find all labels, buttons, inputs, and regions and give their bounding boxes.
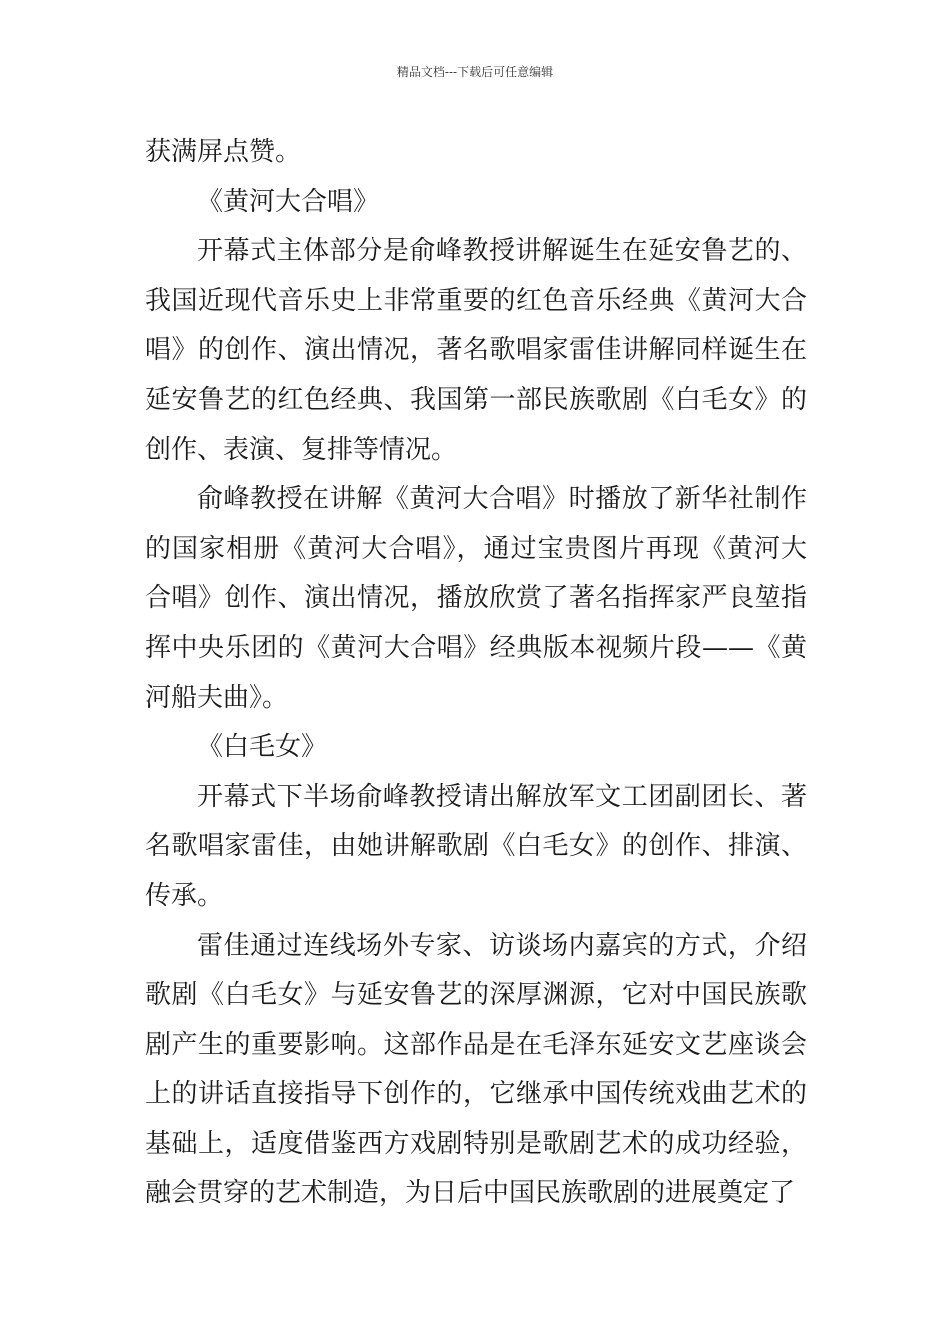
body-text [145, 128, 807, 1219]
paragraph: 开幕式下半场俞峰教授请出解放军文工团副团长、著名歌唱家雷佳，由她讲解歌剧《白毛女》的创作、排演、传承。 [145, 781, 807, 911]
page-header: 精品文档---下载后可任意编辑 [396, 65, 554, 79]
paragraph: 俞峰教授在讲解《黄河大合唱》时播放了新华社制作的国家相册《黄河大合唱》，通过宝贵图片再现《黄河大合唱》创作、演出情况，播放欣赏了著名指挥家严良堃指挥中央乐团的《黄河大合唱》经典版本视频片段——《黄河船夫曲》。 [145, 484, 807, 713]
paragraph: 雷佳通过连线场外专家、访谈场内嘉宾的方式，介绍歌剧《白毛女》与延安鲁艺的深厚渊源，它对中国民族歌剧产生的重要影响。这部作品是在毛泽东延安文艺座谈会上的讲话直接指导下创作的，它继承中国传统戏曲艺术的基础上，适度借鉴西方戏剧特别是歌剧艺术的成功经验，融会贯穿的艺术制造，为日后中国民族歌剧的进展奠定了 [145, 930, 807, 1209]
paragraph: 开幕式主体部分是俞峰教授讲解诞生在延安鲁艺的、我国近现代音乐史上非常重要的红色音乐经典《黄河大合唱》的创作、演出情况，著名歌唱家雷佳讲解同样诞生在延安鲁艺的红色经典、我国第一部民族歌剧《白毛女》的创作、表演、复排等情况。 [145, 236, 807, 465]
paragraph-continuation: 获满屏点赞。 [145, 137, 302, 167]
section-heading-yellow-river: 《黄河大合唱》 [197, 186, 380, 217]
section-heading-white-haired-girl: 《白毛女》 [197, 732, 328, 763]
